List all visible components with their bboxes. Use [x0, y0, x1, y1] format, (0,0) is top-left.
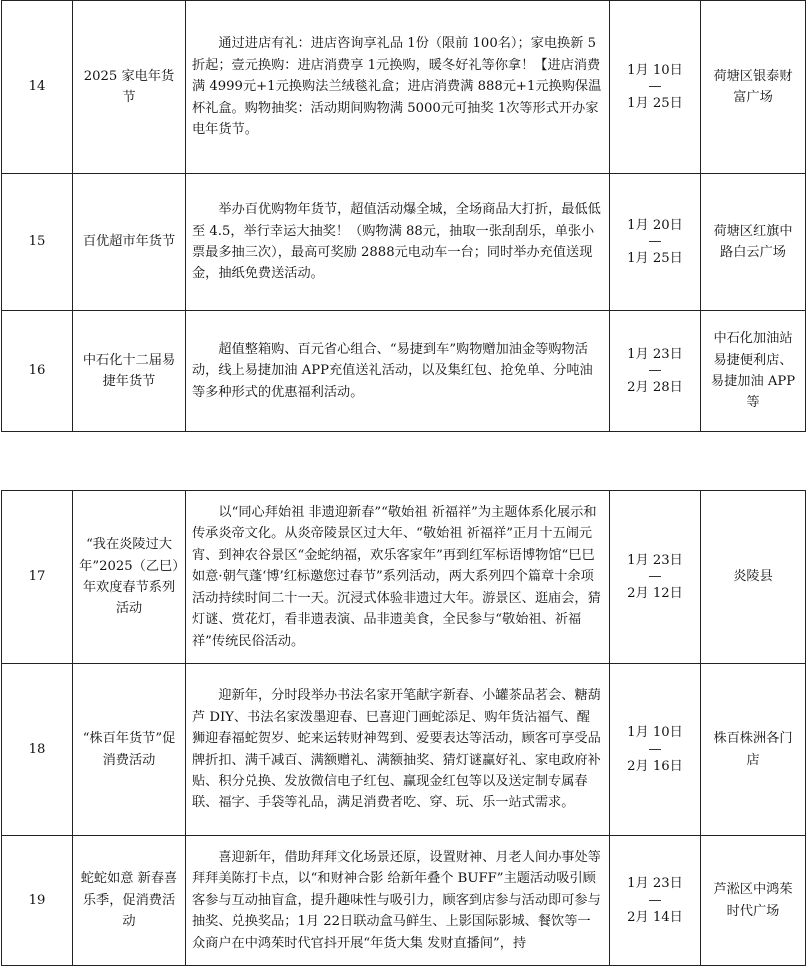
date-separator: — [648, 569, 662, 584]
event-description: 以“同心拜始祖 非遗迎新春”“敬始祖 祈福祥”为主题体系化展示和传承炎帝文化。从炎帝陵景区过大年、“敬始祖 祈福祥”正月十五闹元宵、到神农谷景区“金蛇纳福，欢乐客家年”再到红军标语博物馆“巳巳如意·朝气蓬‘博’红标邀您过春节”系列活动，两大系列四个篇章十余项活动持续时间二十一天。沉浸式体验非遗过大年。游景区、逛庙会，猜灯谜、赏花灯，看非遗表演、品非遗美食，全民参与“敬始祖、祈福祥”传统民俗活动。 [186, 491, 610, 664]
event-location: 株百株洲各门店 [701, 664, 806, 836]
event-dates [610, 836, 701, 966]
date-end: 2月 14日 [627, 909, 683, 925]
table-row [2, 491, 806, 664]
event-dates [610, 1, 701, 174]
date-start: 1月 10日 [627, 725, 683, 741]
table-row [2, 174, 806, 311]
row-number: 18 [2, 664, 73, 836]
event-name: 百优超市年货节 [73, 174, 186, 311]
event-description: 通过进店有礼：进店咨询享礼品 1份（限前 100名）；家电换新 5折起；壹元换购：进店消费享 1元换购，暖冬好礼等你拿！【进店消费满 4999元+1元换购法兰绒毯礼盒；进店消费满 888元+1元换购保温杯礼盒。购物抽奖：活动期间购物满 5000元可抽奖 1次等形式开办家电年货节。 [186, 1, 610, 174]
event-dates [610, 311, 701, 432]
event-description: 超值整箱购、百元省心组合、“易捷到车”购物赠加油金等购物活动，线上易捷加油 APP充值送礼活动，以及集红包、抢免单、分吨油等多种形式的优惠福利活动。 [186, 311, 610, 432]
row-number: 17 [2, 491, 73, 664]
event-dates [610, 491, 701, 664]
table-row [2, 311, 806, 432]
table-row [2, 836, 806, 966]
date-separator: — [648, 741, 662, 757]
event-name: 中石化十二届易捷年货节 [73, 311, 186, 432]
date-start: 1月 23日 [627, 346, 683, 362]
event-name: 2025 家电年货节 [73, 1, 186, 174]
events-table-part-2 [1, 490, 806, 966]
date-separator: — [648, 892, 662, 908]
date-start: 1月 23日 [627, 552, 683, 568]
row-number: 19 [2, 836, 73, 966]
date-end: 2月 12日 [627, 586, 683, 601]
event-name: 蛇蛇如意 新春喜乐季，促消费活动 [73, 836, 186, 966]
date-separator: — [648, 79, 662, 94]
date-start: 1月 10日 [627, 62, 683, 78]
event-description: 喜迎新年，借助拜拜文化场景还原，设置财神、月老人间办事处等拜拜美陈打卡点，以“和财神合影 给新年叠个 BUFF”主题活动吸引顾客参与互动抽盲盒，提升趣味性与吸引力，顾客到店参与活动即可参与抽奖、兑换奖品；1月 22日联动盒马鲜生、上影国际影城、餐饮等一众商户在中鸿茱时代官抖开展“年货大集 发财直播间”，持 [186, 836, 610, 966]
date-start: 1月 20日 [627, 217, 683, 233]
table-row [2, 1, 806, 174]
event-name: “我在炎陵过大年”2025（乙巳）年欢度春节系列活动 [73, 491, 186, 664]
event-description: 举办百优购物年货节，超值活动爆全城，全场商品大打折，最低低至 4.5，举行幸运大抽奖！（购物满 88元，抽取一张刮刮乐，单张小票最多抽三次），最高可奖励 2888元电动车一台；同时举办充值送现金，抽纸免费送活动。 [186, 174, 610, 311]
event-location: 荷塘区银泰财富广场 [701, 1, 806, 174]
event-dates [610, 664, 701, 836]
event-dates [610, 174, 701, 311]
row-number: 16 [2, 311, 73, 432]
row-number: 15 [2, 174, 73, 311]
date-end: 2月 28日 [627, 380, 683, 395]
table-row [2, 664, 806, 836]
date-end: 2月 16日 [627, 758, 683, 774]
event-name: “株百年货节”促消费活动 [73, 664, 186, 836]
event-location: 炎陵县 [701, 491, 806, 664]
date-end: 1月 25日 [627, 96, 683, 111]
event-location: 荷塘区红旗中路白云广场 [701, 174, 806, 311]
date-end: 1月 25日 [627, 251, 683, 266]
events-table-part-1 [1, 0, 806, 432]
date-separator: — [648, 363, 662, 378]
date-start: 1月 23日 [627, 876, 683, 892]
date-separator: — [648, 234, 662, 249]
event-location: 中石化加油站易捷便利店、易捷加油 APP等 [701, 311, 806, 432]
event-location: 芦淞区中鸿茱时代广场 [701, 836, 806, 966]
event-description: 迎新年，分时段举办书法名家开笔献字新春、小罐茶品茗会、糖葫芦 DIY、书法名家泼墨迎春、巳喜迎门画蛇添足、购年货沾福气、醒狮迎春福蛇贺岁、蛇来运转财神驾到、爱要表达等活动，顾客可享受品牌折扣、满千减百、满额赠礼、满额抽奖、猜灯谜赢好礼、家电政府补贴、积分兑换、发放微信电子红包、赢现金红包等以及送定制专属春联、福字、手袋等礼品，满足消费者吃、穿、玩、乐一站式需求。 [186, 664, 610, 836]
row-number: 14 [2, 1, 73, 174]
